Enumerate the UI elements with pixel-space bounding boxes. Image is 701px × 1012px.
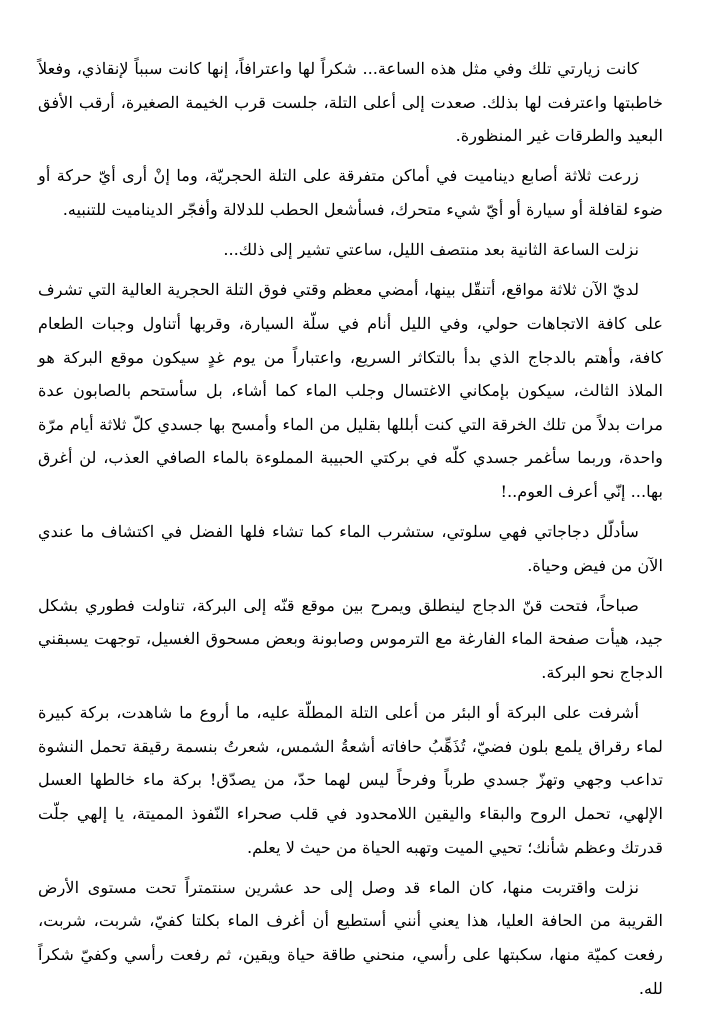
paragraph-4: لديّ الآن ثلاثة مواقع، أتنقّل بينها، أمضي معظم وقتي فوق التلة الحجرية العالية التي تشرف على كافة الاتجاهات حولي، وفي الليل أنام في سلّة السيارة، وقربها أتناول وجبات الطعام كافة، وأهتم بالدجاج الذي بدأ بالتكاثر السريع، واعتباراً من يوم غدٍ سيكون موقع البركة هو الملاذ الثالث، سيكون بإمكاني الاغتسال وجلب الماء كما أشاء، بل سأستحم بالصابون عدة مرات بدلاً من تلك الخرقة التي كنت أبللها بقليل من الماء وأمسح بها جسدي كلّ ثلاثة أيام مرّة واحدة، وربما سأغمر جسدي كلّه في بركتي الحبيبة المملوءة بالماء الصافي العذب، لن أغرق بها... إنّي أعرف العوم..!	[38, 280, 663, 501]
paragraph-1: كانت زيارتي تلك وفي مثل هذه الساعة... شكراً لها واعترافاً، إنها كانت سبباً لإنقاذي، وفعلاً خاطبتها واعترفت لها بذلك. صعدت إلى أعلى التلة، جلست قرب الخيمة الصغيرة، أرقب الأفق البعيد والطرقات غير المنظورة.	[38, 59, 663, 146]
document-body	[38, 52, 663, 1012]
paragraph-7: أشرفت على البركة أو البئر من أعلى التلة المطلّة عليه، ما أروع ما شاهدت، بركة كبيرة لماء رقراق يلمع بلون فضيّ، تُذَهِّبُ حافاته أشعةُ الشمس، شعرتُ بنسمة رقيقة تحمل النشوة تداعب وجهي وتهزّ جسدي طرباً وفرحاً ليس لهما حدّ، من يصدّق! بركة ماء خالطها العسل الإلهي، تحمل الروح والبقاء واليقين اللامحدود في قلب صحراء النّفوذ المميتة، يا إلهي جلّت قدرتك وعظم شأنك؛ تحيي الميت وتهبه الحياة من حيث لا يعلم.	[38, 703, 663, 857]
paragraph-6: صباحاً، فتحت قنّ الدجاج لينطلق ويمرح بين موقع قنّه إلى البركة، تناولت فطوري بشكل جيد، هيأت صفحة الماء الفارغة مع الترموس وصابونة وبعض مسحوق الغسيل، توجهت يسبقني الدجاج نحو البركة.	[38, 595, 663, 683]
paragraph-5: سأدلّل دجاجاتي فهي سلوتي، ستشرب الماء كما تشاء فلها الفضل في اكتشاف ما عندي الآن من فيض وحياة.	[38, 522, 663, 575]
paragraph-3: نزلت الساعة الثانية بعد منتصف الليل، ساعتي تشير إلى ذلك...	[223, 240, 639, 260]
paragraph-2: زرعت ثلاثة أصابع ديناميت في أماكن متفرقة على التلة الحجريّة، وما إنْ أرى أيّ حركة أو ضوء لقافلة أو سيارة أو أيّ شيء متحرك، فسأشعل الحطب للدلالة وأفجّر الديناميت للتنبيه.	[38, 166, 663, 219]
paragraph-8: نزلت واقتربت منها، كان الماء قد وصل إلى حد عشرين سنتمتراً تحت مستوى الأرض القريبة من الحافة العليا، هذا يعني أنني أستطيع أن أغرف الماء بكلتا كفيّ، شربت، شربت، رفعت كميّة منها، سكبتها على رأسي، منحني طاقة حياة ويقين، ثم رفعت رأسي وكفيّ شكراً لله.	[38, 877, 663, 998]
